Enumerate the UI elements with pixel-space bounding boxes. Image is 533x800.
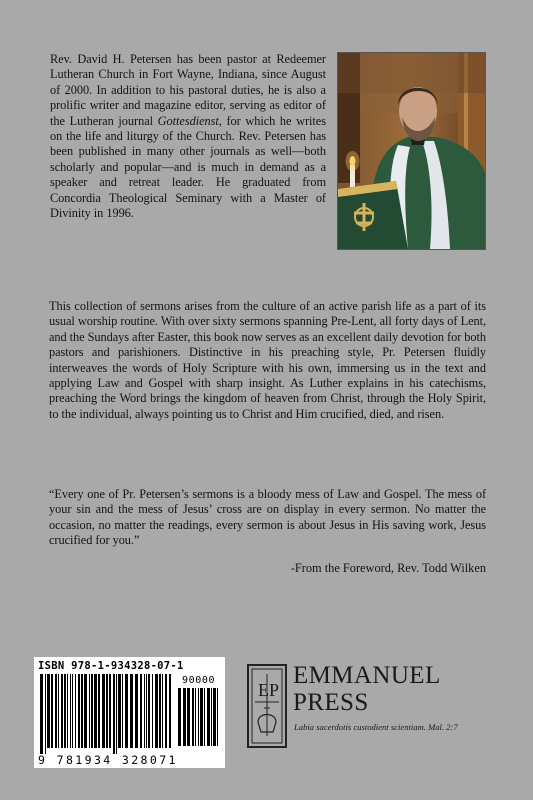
barcode-bar [94,674,97,748]
barcode-bar [165,674,167,748]
barcode-bar [102,674,105,748]
logo-letters: EP [258,680,280,700]
barcode-bar [109,674,111,748]
publisher-motto: Labia sacerdotis custodient scientiam. Mal. 2:7 [294,722,458,732]
barcode-bar [144,674,145,748]
author-photo [337,52,486,250]
barcode-bar [47,674,50,748]
barcode-bar [72,674,73,748]
barcode-bar [140,674,142,748]
barcode-bar [98,674,100,748]
isbn-barcode [34,657,225,768]
barcode-bar [178,688,181,746]
barcode-bar [70,674,71,748]
barcode-bar [211,688,212,746]
barcode-bar [155,674,158,748]
barcode-bar [204,688,205,746]
barcode-bar [213,688,216,746]
barcode-bar [106,674,108,748]
barcode-bar [159,674,161,748]
barcode-bar [169,674,171,748]
bio-text-2: , for which he writes on the life and liturgy of the Church. Rev. Petersen has been published in many other journals as well—both scholarly and popular—and is much in demand as a speaker and retreat leader. He graduated from Concordia Theological Seminary with a Master of Divinity in 1996. [50,113,326,221]
bio-text-1: Rev. David H. Petersen has been pastor at Redeemer Lutheran Church in Fort Wayne, Indiana, since August of 2000. In addition to his pastoral duties, he is also a prolific writer and magazine editor, serving as editor of the Lutheran journal [50,52,326,128]
emmanuel-press-logo [245,662,289,750]
barcode-bar [152,674,153,748]
barcode-bar [84,674,87,748]
barcode-bar [217,688,218,746]
barcode-bar [195,688,196,746]
barcode-bar [183,688,186,746]
barcode-bar [40,674,43,754]
barcode-bar [122,674,123,748]
barcode-bar [75,674,76,748]
publisher-name-line1: EMMANUEL [293,662,441,689]
barcode-bar [146,674,147,748]
barcode-bar [67,674,68,748]
author-bio [50,52,326,221]
ean-barcode-bars [40,674,176,754]
barcode-bar [45,674,46,754]
barcode-bar [78,674,80,748]
barcode-bar [118,674,121,748]
barcode-bar [200,688,203,746]
publisher-name [293,662,441,716]
barcode-bar [64,674,66,748]
barcode-bar [61,674,63,748]
price-code: 90000 [182,675,216,686]
barcode-bar [187,688,190,746]
barcode-bar [135,674,138,748]
barcode-bar [125,674,128,748]
book-description: This collection of sermons arises from the culture of an active parish life as a part of its usual worship routine. With over sixty sermons spanning Pre-Lent, all forty days of Lent, and the Sundays after Easter, this book now serves as an excellent daily devotion for both pastors and parishioners. Distinctive in his preaching style, Pr. Petersen fluidly interweaves the words of Holy Scripture with his own, immersing us in the text and applying Law and Gospel with sharp insight. As Luther explains in his catechisms, preaching the Word brings the kingdom of heaven from Christ, through the Holy Spirit, to the individual, always pointing us to Christ and Him crucified, died, and risen. [49,299,486,421]
barcode-bar [55,674,57,748]
barcode-bar [116,674,117,754]
price-barcode-bars [178,688,222,752]
barcode-bar [113,674,115,754]
barcode-bar [148,674,150,748]
barcode-bar [89,674,90,748]
publisher-name-line2: PRESS [293,689,369,716]
barcode-bar [130,674,133,748]
quote-attribution: -From the Foreword, Rev. Todd Wilken [290,561,486,575]
journal-title: Gottesdienst [157,113,219,128]
barcode-bar [162,674,163,748]
ean-digits: 9 781934 328071 [38,753,178,767]
barcode-bar [192,688,194,746]
barcode-bar [58,674,59,748]
barcode-bar [81,674,83,748]
barcode-bar [207,688,210,746]
barcode-bar [91,674,93,748]
foreword-quote: “Every one of Pr. Petersen’s sermons is a bloody mess of Law and Gospel. The mess of your sin and the mess of Jesus’ cross are on display in every sermon. No matter the occasion, no matter the readings, every sermon is about Jesus in His saving work, Jesus crucified for you.” [49,487,486,548]
barcode-bar [51,674,53,748]
isbn-label: ISBN 978-1-934328-07-1 [38,660,184,672]
barcode-bar [198,688,199,746]
